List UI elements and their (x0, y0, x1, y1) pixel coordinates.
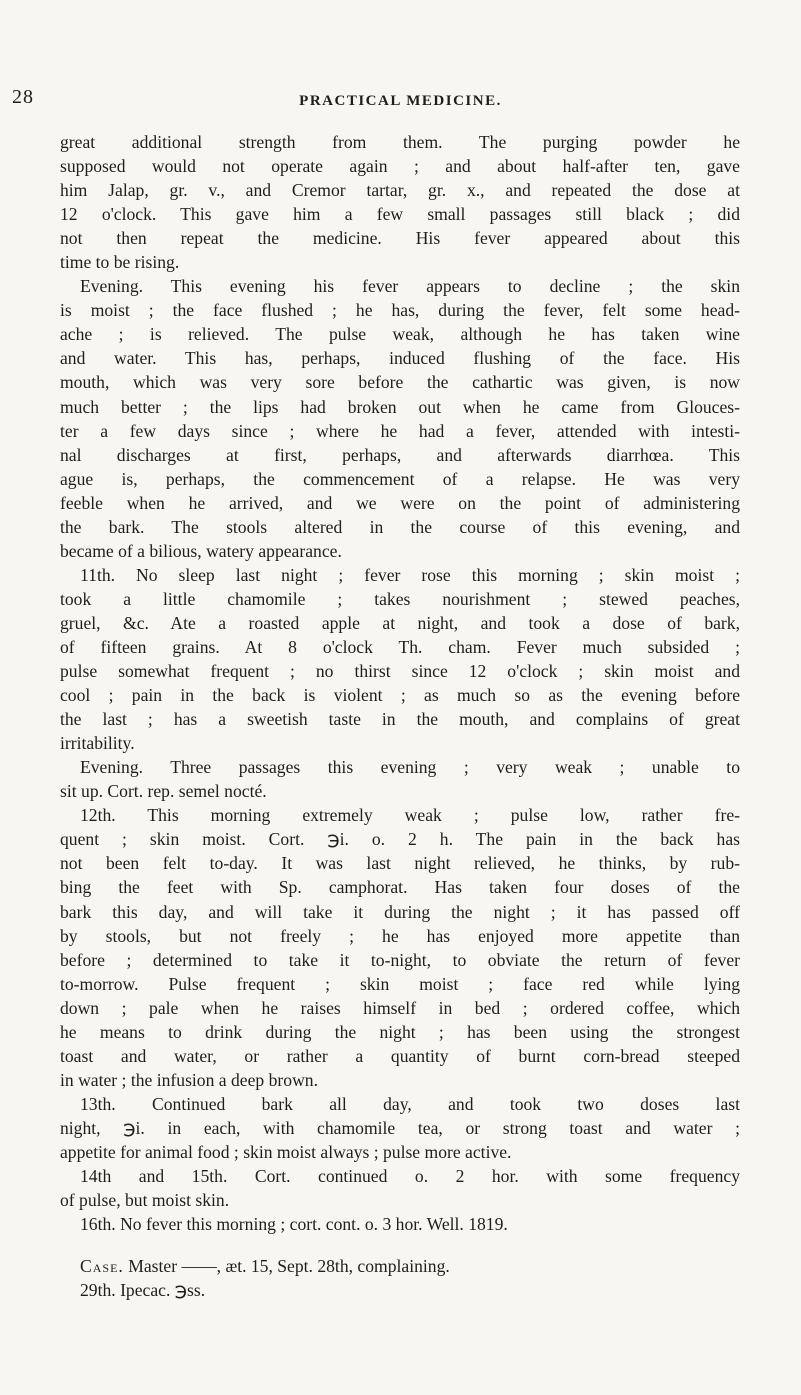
case-subject: Master ——, æt. 15, Sept. 28th, complaining. (128, 1256, 450, 1277)
text-line: and water. This has, perhaps, induced flushing of the face. His (60, 348, 740, 369)
text-line: pulse somewhat frequent ; no thirst since 12 o'clock ; skin moist and (60, 661, 740, 682)
text-line: night, ℈i. in each, with chamomile tea, or strong toast and water ; (60, 1117, 740, 1138)
text-line: him Jalap, gr. v., and Cremor tartar, gr. x., and repeated the dose at (60, 180, 740, 201)
text-line: 13th. Continued bark all day, and took two doses last (80, 1093, 740, 1114)
text-line: became of a bilious, watery appearance. (60, 540, 342, 561)
text-line: to-morrow. Pulse frequent ; skin moist ; face red while lying (60, 973, 740, 994)
text-line: mouth, which was very sore before the cathartic was given, is now (60, 372, 740, 393)
text-line: time to be rising. (60, 252, 180, 273)
text-line: he means to drink during the night ; has been using the strongest (60, 1021, 740, 1042)
text-line: before ; determined to take it to-night, to obviate the return of fever (60, 949, 740, 970)
text-line: by stools, but not freely ; he has enjoyed more appetite than (60, 925, 740, 946)
text-line: quent ; skin moist. Cort. ℈i. o. 2 h. The pain in the back has (60, 829, 740, 850)
text-line: the last ; has a sweetish taste in the mouth, and complains of great (60, 709, 740, 730)
text-line: not then repeat the medicine. His fever appeared about this (60, 228, 740, 249)
case-heading-line (60, 1254, 740, 1278)
text-line: ache ; is relieved. The pulse weak, although he has taken wine (60, 324, 740, 345)
text-line: ague is, perhaps, the commencement of a relapse. He was very (60, 468, 740, 489)
text-line: ter a few days since ; where he had a fever, attended with intesti- (60, 420, 740, 441)
text-line: 11th. No sleep last night ; fever rose this morning ; skin moist ; (80, 564, 740, 585)
text-line: supposed would not operate again ; and about half-after ten, gave (60, 156, 740, 177)
text-line: cool ; pain in the back is violent ; as much so as the evening before (60, 685, 740, 706)
section-gap (60, 1236, 740, 1254)
text-line: of fifteen grains. At 8 o'clock Th. cham. Fever much subsided ; (60, 636, 740, 657)
text-line: in water ; the infusion a deep brown. (60, 1069, 318, 1090)
text-line: 12 o'clock. This gave him a few small passages still black ; did (60, 204, 740, 225)
text-line: down ; pale when he raises himself in bed ; ordered coffee, which (60, 997, 740, 1018)
text-line: bing the feet with Sp. camphorat. Has taken four doses of the (60, 877, 740, 898)
text-line: Evening. This evening his fever appears to decline ; the skin (80, 276, 740, 297)
text-line: 14th and 15th. Cort. continued o. 2 hor. with some frequency (80, 1166, 740, 1187)
text-line: sit up. Cort. rep. semel nocté. (60, 781, 267, 802)
text-line: 29th. Ipecac. ℈ss. (80, 1280, 206, 1301)
text-line: bark this day, and will take it during the night ; it has passed off (60, 901, 740, 922)
text-line: irritability. (60, 733, 135, 754)
text-line: much better ; the lips had broken out when he came from Glouces- (60, 396, 740, 417)
text-line: 12th. This morning extremely weak ; pulse low, rather fre- (80, 805, 740, 826)
text-line: 16th. No fever this morning ; cort. cont. o. 3 hor. Well. 1819. (80, 1214, 508, 1235)
text-line: is moist ; the face flushed ; he has, during the fever, felt some head- (60, 300, 740, 321)
case-label: Case. (80, 1256, 124, 1277)
text-line: gruel, &c. Ate a roasted apple at night, and took a dose of bark, (60, 612, 740, 633)
text-line: the bark. The stools altered in the course of this evening, and (60, 516, 740, 537)
text-line: not been felt to-day. It was last night relieved, he thinks, by rub- (60, 853, 740, 874)
text-line: appetite for animal food ; skin moist always ; pulse more active. (60, 1141, 512, 1162)
page-body (60, 130, 740, 1302)
text-line: Evening. Three passages this evening ; very weak ; unable to (80, 757, 740, 778)
page-number: 28 (12, 86, 34, 108)
text-line: great additional strength from them. The purging powder he (60, 132, 740, 152)
text-line: feeble when he arrived, and we were on the point of administering (60, 492, 740, 513)
text-line: of pulse, but moist skin. (60, 1190, 230, 1211)
text-line: nal discharges at first, perhaps, and afterwards diarrhœa. This (60, 444, 740, 465)
text-line: took a little chamomile ; takes nourishment ; stewed peaches, (60, 588, 740, 609)
running-title: PRACTICAL MEDICINE. (299, 93, 502, 109)
text-line: toast and water, or rather a quantity of burnt corn-bread steeped (60, 1045, 740, 1066)
